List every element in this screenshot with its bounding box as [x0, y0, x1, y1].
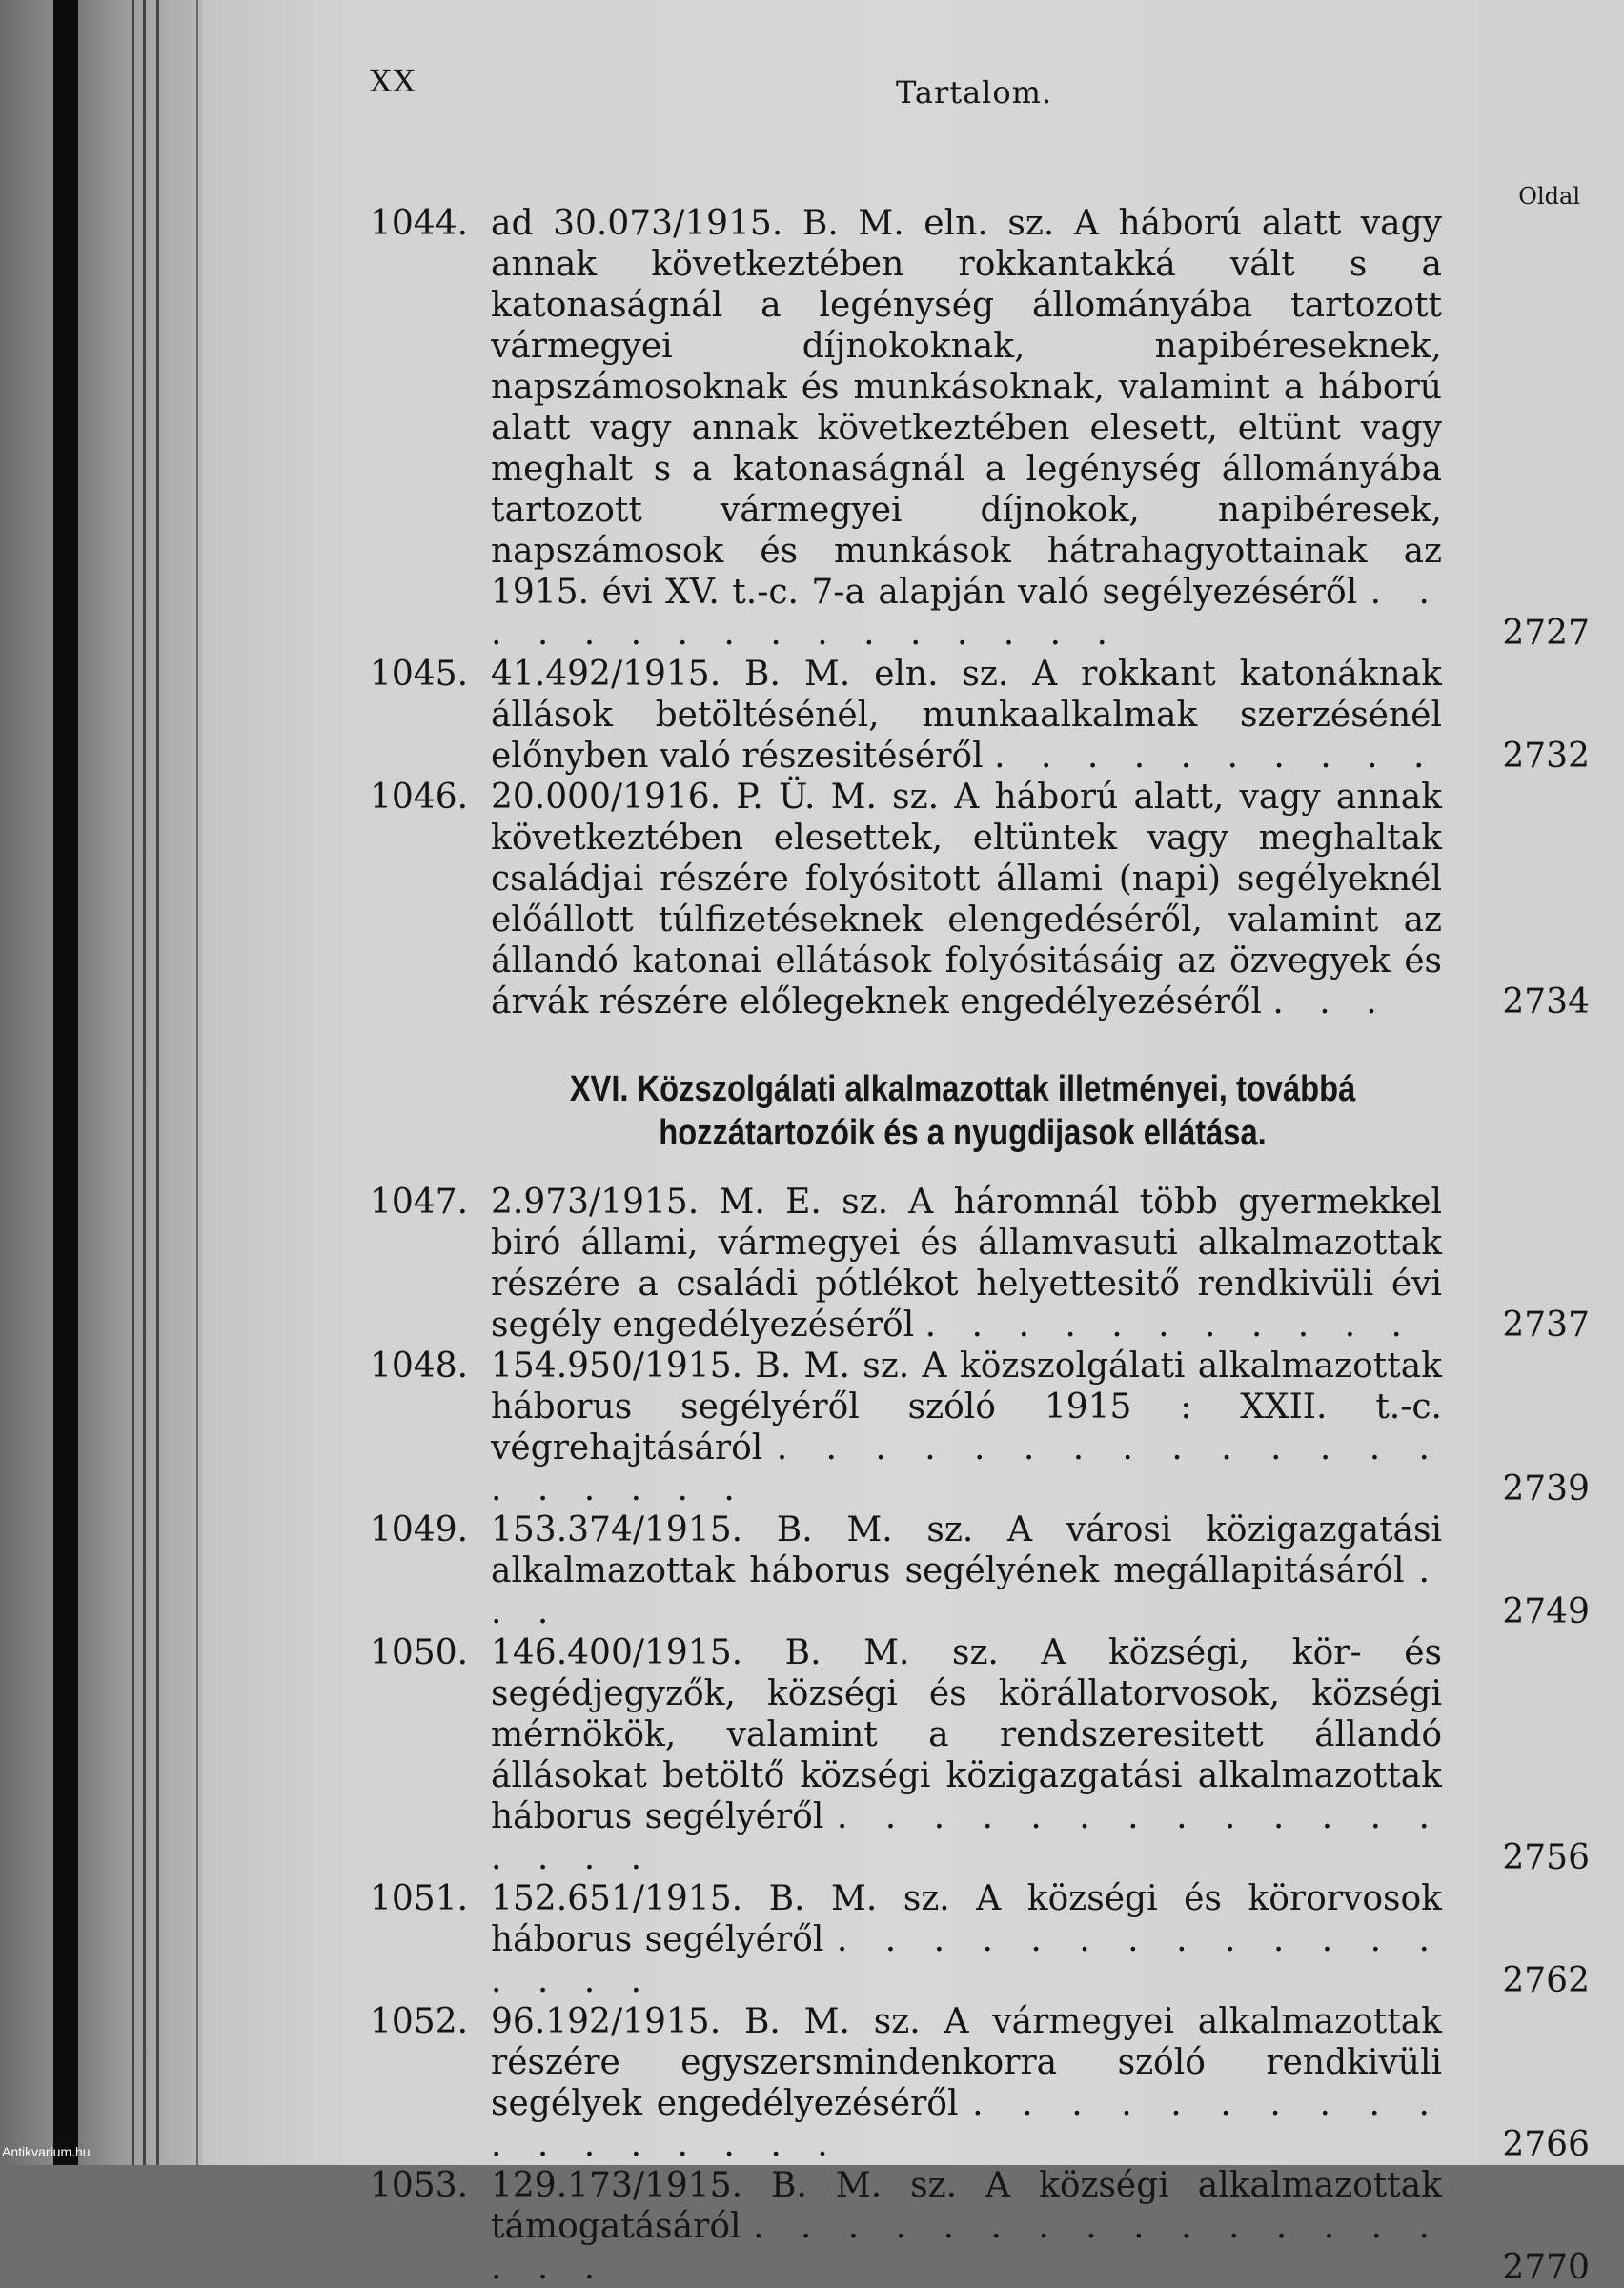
page-column-label: Oldal	[1518, 183, 1580, 210]
gutter-line	[132, 0, 134, 2165]
toc-entry: 1047. 2.973/1915. M. E. sz. A háromnál több gyermekkel biró állami, vármegyei és államvasuti alkalmazottak részére a családi pótlékot helyettesitő rendkivüli évi segély engedélyezéséről . . . . . . . . . . . 2737	[370, 1183, 1590, 1345]
entry-page-number: 2727	[1502, 614, 1590, 653]
entry-number: 1053.	[370, 2166, 469, 2205]
entry-text: 153.374/1915. B. M. sz. A városi közigazgatási alkalmazottak háborus segélyének megállapitásáról	[491, 1510, 1442, 1590]
gutter-line	[196, 0, 198, 2165]
entry-number: 1052.	[370, 2002, 469, 2041]
entry-page-number: 2756	[1502, 1838, 1590, 1877]
running-title: Tartalom.	[896, 74, 1053, 111]
entry-page-number: 2732	[1502, 737, 1590, 776]
entry-page-number: 2770	[1502, 2248, 1590, 2287]
entry-text: 146.400/1915. B. M. sz. A községi, kör- és segédjegyzők, községi és körállatorvosok, községi mérnökök, valamint a rendszeresitett állandó állásokat betöltő községi közigazgatási alkalmazottak háborus segélyéről	[491, 1633, 1442, 1836]
toc-entry: 1049. 153.374/1915. B. M. sz. A városi közigazgatási alkalmazottak háborus segélyének megállapitásáról . . . 2749	[370, 1510, 1590, 1631]
book-edge	[0, 0, 53, 2165]
toc-entry: 1050. 146.400/1915. B. M. sz. A községi, kör- és segédjegyzők, községi és körállatorvosok, községi mérnökök, valamint a rendszeresitett állandó állásokat betöltő községi közigazgatási alkalmazottak háborus segélyéről . . . . . . . . . . . . . . . . . 2756	[370, 1633, 1590, 1877]
toc-entry: 1044. ad 30.073/1915. B. M. eln. sz. A háború alatt vagy annak következtében rokkantakká vált s a katonaságnál a legénység állományába tartozott vármegyei díjnokoknak, napibéreseknek, napszámosoknak és munkásoknak, valamint a háború alatt vagy annak következtében elesett, eltünt vagy meghalt s a katonaságnál a legénység állományába tartozott vármegyei díjnokok, napibéresek, napszámosok és munkások hátrahagyottainak az 1915. évi XV. t.-c. 7-a alapján való segélyezéséről . . . . . . . . . . . . . . . . 2727	[370, 204, 1590, 653]
entry-text: 2.973/1915. M. E. sz. A háromnál több gyermekkel biró állami, vármegyei és államvasuti alkalmazottak részére a családi pótlékot helyettesitő rendkivüli évi segély engedélyezéséről	[491, 1183, 1442, 1345]
toc-entry: 1051. 152.651/1915. B. M. sz. A községi és körorvosok háborus segélyéről . . . . . . . . . . . . . . . . . 2762	[370, 1879, 1590, 2000]
entry-number: 1048.	[370, 1346, 469, 1386]
entry-number: 1046.	[370, 778, 469, 817]
section-heading-line: hozzátartozóik és a nyugdijasok ellátása.	[659, 1113, 1267, 1153]
toc-entries-top	[370, 203, 1590, 1023]
gutter-line	[143, 0, 146, 2165]
entry-page-number: 2734	[1502, 982, 1590, 1022]
page-roman-number: XX	[370, 63, 417, 99]
entry-text: 96.192/1915. B. M. sz. A vármegyei alkalmazottak részére egyszersmindenkorra szóló rendkivüli segélyek engedélyezéséről	[491, 2002, 1442, 2123]
toc-entries-bottom	[370, 1182, 1590, 2288]
entry-number: 1045.	[370, 655, 469, 694]
watermark: Antikvarium.hu	[2, 2144, 91, 2159]
toc-entry: 1052. 96.192/1915. B. M. sz. A vármegyei alkalmazottak részére egyszersmindenkorra szóló rendkivüli segélyek engedélyezéséről . . . . . . . . . . . . . . . . . . 2766	[370, 2002, 1590, 2164]
section-heading	[544, 1067, 1380, 1155]
toc-entry: 1048. 154.950/1915. B. M. sz. A közszolgálati alkalmazottak háborus segélyéről szóló 1915 : XXII. t.-c. végrehajtásáról . . . . . . . . . . . . . . . . . . . . 2739	[370, 1346, 1590, 1508]
entry-text: 41.492/1915. B. M. eln. sz. A rokkant katonáknak állások betöltésénél, munkaalkalmak szerzésénél előnyben való részesitéséről	[491, 655, 1442, 776]
gutter-line	[156, 0, 159, 2165]
entry-number: 1049.	[370, 1510, 469, 1549]
toc-entry: 1046. 20.000/1916. P. Ü. M. sz. A háború alatt, vagy annak következtében elesettek, eltüntek vagy meghaltak családjai részére folyósitott állami (napi) segélyeknél előállott túlfizetéseknek elengedéséről, valamint az állandó katonai ellátások folyósitásáig az özvegyek és árvák részére előlegeknek engedélyezéséről . . . 2734	[370, 778, 1590, 1022]
toc-entry: 1053. 129.173/1915. B. M. sz. A községi alkalmazottak támogatásáról . . . . . . . . . . . . . . . . . . 2770	[370, 2166, 1590, 2287]
entry-text: 129.173/1915. B. M. sz. A községi alkalmazottak támogatásáról	[491, 2166, 1442, 2246]
entry-page-number: 2762	[1502, 1961, 1590, 2000]
entry-page-number: 2739	[1502, 1469, 1590, 1508]
entry-text: 152.651/1915. B. M. sz. A községi és körorvosok háborus segélyéről	[491, 1879, 1442, 1959]
entry-text: ad 30.073/1915. B. M. eln. sz. A háború alatt vagy annak következtében rokkantakká vált s a katonaságnál a legénység állományába tartozott vármegyei díjnokoknak, napibéreseknek, napszámosoknak és munkásoknak, valamint a háború alatt vagy annak következtében elesett, eltünt vagy meghalt s a katonaságnál a legénység állományába tartozott vármegyei díjnokok, napibéresek, napszámosok és munkások hátrahagyottainak az 1915. évi XV. t.-c. 7-a alapján való segélyezéséről	[491, 204, 1442, 612]
entry-number: 1051.	[370, 1879, 469, 1918]
entry-page-number: 2737	[1502, 1306, 1590, 1345]
page-gutter	[78, 0, 202, 2165]
entry-page-number: 2749	[1502, 1592, 1590, 1631]
section-heading-line: XVI. Közszolgálati alkalmazottak illetményei, továbbá	[569, 1069, 1356, 1109]
entry-number: 1044.	[370, 204, 469, 243]
toc-entry: 1045. 41.492/1915. B. M. eln. sz. A rokkant katonáknak állások betöltésénél, munkaalkalmak szerzésénél előnyben való részesitéséről . . . . . . . . . . 2732	[370, 655, 1590, 776]
book-spine	[53, 0, 78, 2165]
entry-text: 20.000/1916. P. Ü. M. sz. A háború alatt, vagy annak következtében elesettek, eltüntek vagy meghaltak családjai részére folyósitott állami (napi) segélyeknél előállott túlfizetéseknek elengedéséről, valamint az állandó katonai ellátások folyósitásáig az özvegyek és árvák részére előlegeknek engedélyezéséről	[491, 778, 1442, 1022]
entry-text: 154.950/1915. B. M. sz. A közszolgálati alkalmazottak háborus segélyéről szóló 1915 : XXII. t.-c. végrehajtásáról	[491, 1346, 1442, 1468]
entry-page-number: 2766	[1502, 2125, 1590, 2164]
entry-number: 1047.	[370, 1183, 469, 1222]
entry-number: 1050.	[370, 1633, 469, 1672]
